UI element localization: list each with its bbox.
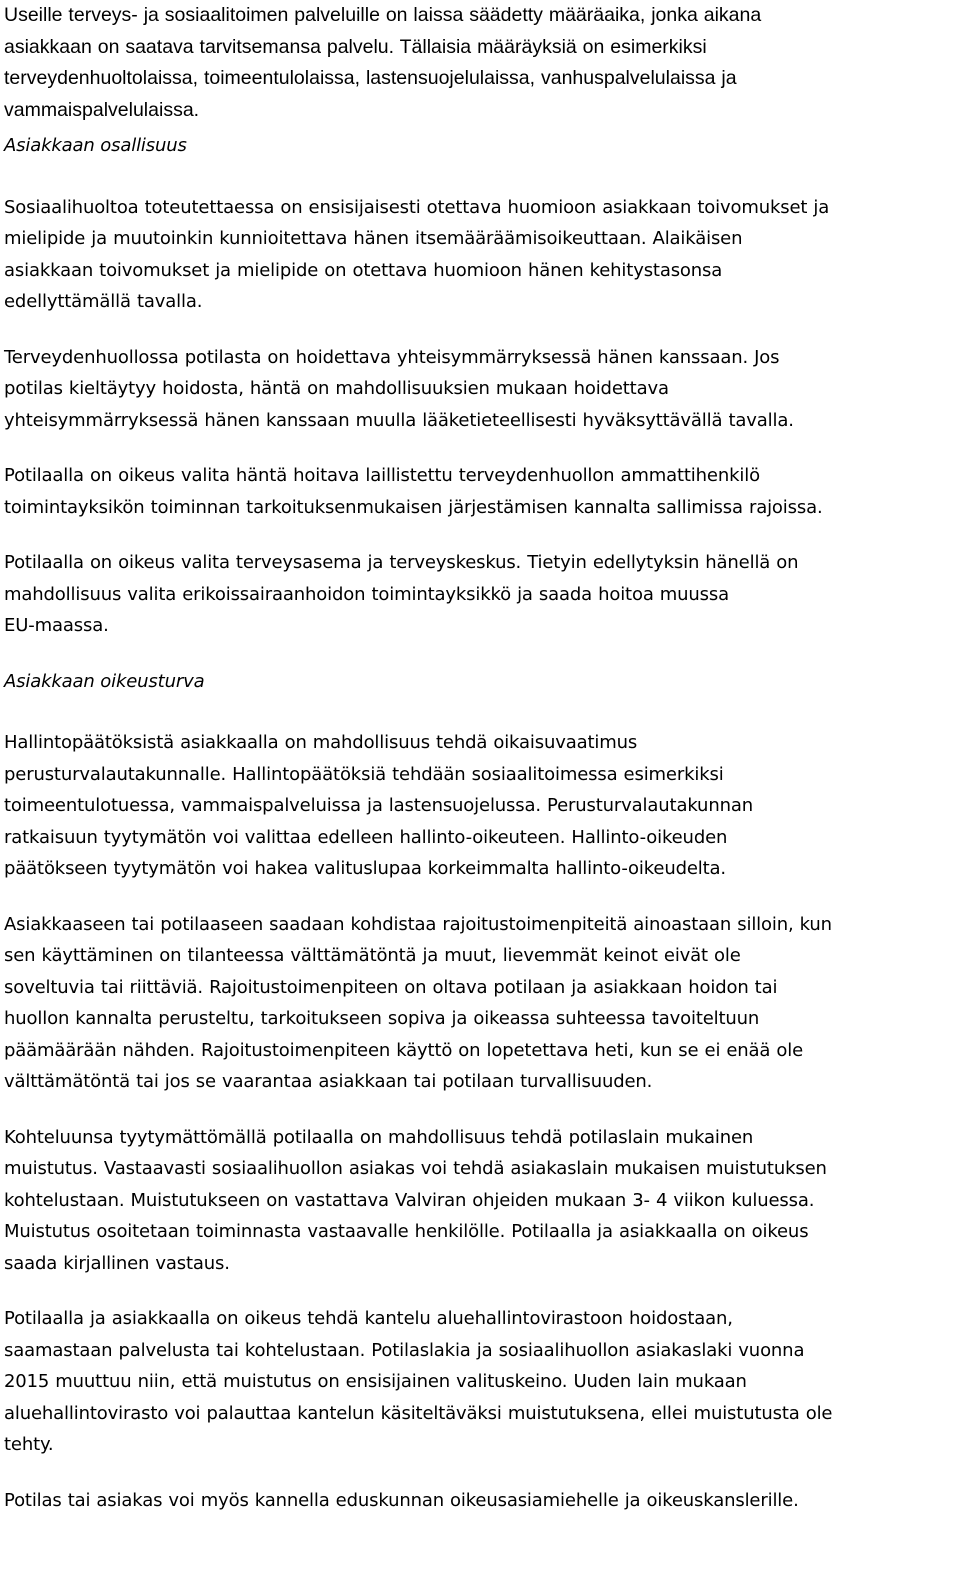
paragraph-reminder: Kohteluunsa tyytymättömällä potilaalla on mahdollisuus tehdä potilaslain mukainen muistutus. Vastaavasti sosiaalihuollon asiakas voi tehdä asiakaslain mukaisen muistutuksen kohtelustaan. Muistutukseen on vastattava Valviran ohjeiden mukaan 3- 4 viikon kuluessa. Muistutus osoitetaan toiminnasta vastaavalle henkilölle. Potilaalla ja asiakkaalla on oikeus saada kirjallinen vastaus. xyxy=(4,1126,827,1274)
paragraph-client-wishes: Sosiaalihuoltoa toteutettaessa on ensisijaisesti otettava huomioon asiakkaan toivomukset ja mielipide ja muutoinkin kunnioitettava hänen itsemääräämisoikeuttaan. Alaikäisen asiakkaan toivomukset ja mielipide on otettava huomioon hänen kehitystasonsa edellyttämällä tavalla. xyxy=(4,196,830,312)
paragraph-ombudsman: Potilas tai asiakas voi myös kannella eduskunnan oikeusasiamiehelle ja oikeuskanslerille. xyxy=(4,1489,799,1511)
intro-paragraph: Useille terveys- ja sosiaalitoimen palveluille on laissa säädetty määräaika, jonka aikana asiakkaan on saatava tarvitsemansa palvelu. Tällaisia määräyksiä on esimerkiksi terveydenhuoltolaissa, toimeentulolaissa, lastensuojelulaissa, vanhuspalvelulaissa ja vammaispalvelulaissa. xyxy=(4,4,762,121)
paragraph-administrative-decisions: Hallintopäätöksistä asiakkaalla on mahdollisuus tehdä oikaisuvaatimus perusturvalautakunnalle. Hallintopäätöksiä tehdään sosiaalitoimessa esimerkiksi toimeentulotuessa, vammaispalveluissa ja lastensuojelussa. Perusturvalautakunnan ratkaisuun tyytymätön voi valittaa edelleen hallinto-oikeuteen. Hallinto-oikeuden päätökseen tyytymätön voi hakea valituslupaa korkeimmalta hallinto-oikeudelta. xyxy=(4,732,753,879)
paragraph-consent: Terveydenhuollossa potilasta on hoidettava yhteisymmärryksessä hänen kanssaan. Jos potilas kieltäytyy hoidosta, häntä on mahdollisuuksien mukaan hoidettava yhteisymmärryksessä hänen kanssaan muulla lääketieteellisesti hyväksyttävällä tavalla. xyxy=(4,346,794,431)
paragraph-choose-health-center: Potilaalla on oikeus valita terveysasema ja terveyskeskus. Tietyin edellytyksin hänellä on mahdollisuus valita erikoissairaanhoidon toimintayksikkö ja saada hoitoa muussa EU-maassa. xyxy=(4,552,799,636)
section-heading-legal-protection: Asiakkaan oikeusturva xyxy=(4,670,205,692)
paragraph-complaint: Potilaalla ja asiakkaalla on oikeus tehdä kantelu aluehallintovirastoon hoidostaan, saamastaan palvelusta tai kohtelustaan. Potilaslakia ja sosiaalihuollon asiakaslaki vuonna 2015 muuttuu niin, että muistutus on ensisijainen valituskeino. Uuden lain mukaan aluehallintovirasto voi palauttaa kantelun käsiteltäväksi muistutuksena, ellei muistutusta ole tehty. xyxy=(4,1308,833,1455)
paragraph-restrictive-measures: Asiakkaaseen tai potilaaseen saadaan kohdistaa rajoitustoimenpiteitä ainoastaan silloin, kun sen käyttäminen on tilanteessa välttämätöntä ja muut, lievemmät keinot eivät ole soveltuvia tai riittäviä. Rajoitustoimenpiteen on oltava potilaan ja asiakkaan hoidon tai huollon kannalta perusteltu, tarkoitukseen sopiva ja oikeassa suhteessa tavoiteltuun päämäärään nähden. Rajoitustoimenpiteen käyttö on lopetettava heti, kun se ei enää ole välttämätöntä tai jos se vaarantaa asiakkaan tai potilaan turvallisuuden. xyxy=(4,913,832,1092)
document-page xyxy=(4,0,956,1516)
section-heading-participation: Asiakkaan osallisuus xyxy=(4,135,187,156)
paragraph-choose-professional: Potilaalla on oikeus valita häntä hoitava laillistettu terveydenhuollon ammattihenkilö toimintayksikön toiminnan tarkoituksenmukaisen järjestämisen kannalta sallimissa rajoissa. xyxy=(4,465,823,518)
